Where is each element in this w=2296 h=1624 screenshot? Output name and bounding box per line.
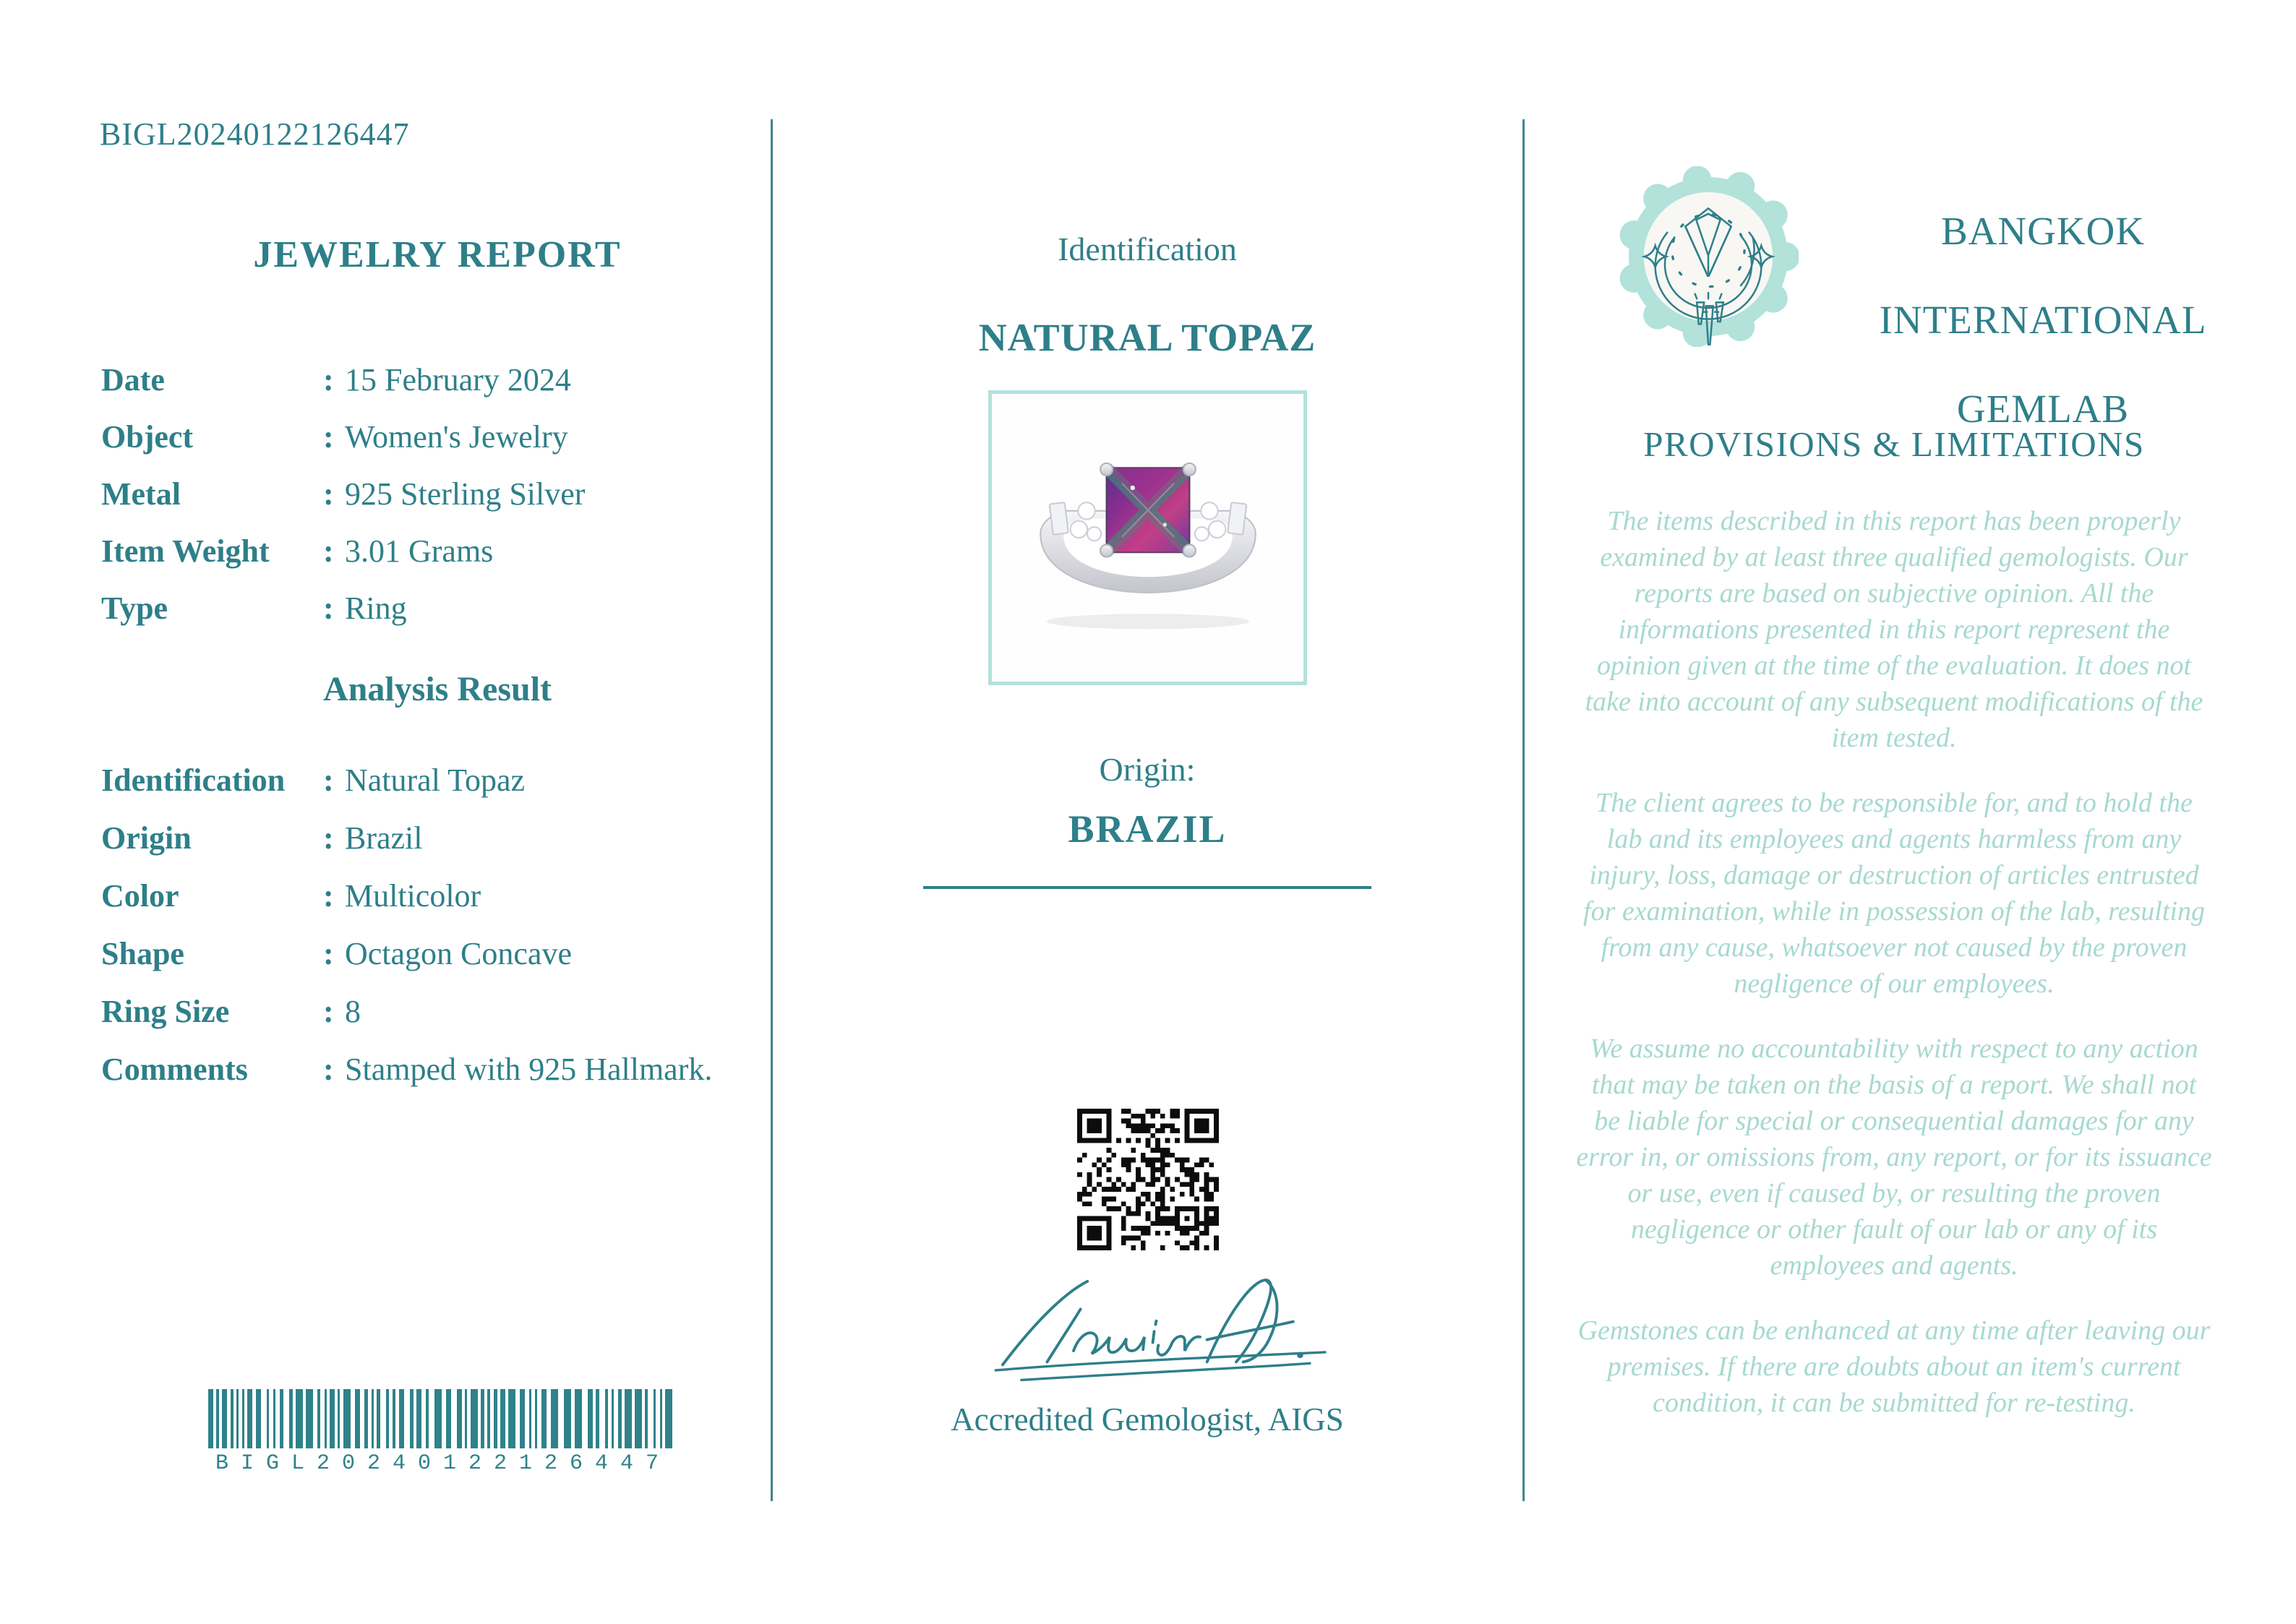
- separator: :: [323, 476, 334, 512]
- detail-label: Date: [101, 362, 165, 398]
- analysis-label: Identification: [101, 762, 286, 798]
- page-title: JEWELRY REPORT: [253, 234, 622, 275]
- analysis-row: [101, 935, 774, 979]
- lab-logo: [1618, 166, 1799, 347]
- provision-paragraph: Gemstones can be enhanced at any time after leaving our premises. If there are doubts about an item's current condition, it can be submitted for re-testing.: [1577, 1315, 2211, 1418]
- analysis-row: [101, 820, 774, 863]
- detail-label: Type: [101, 590, 168, 626]
- origin-underline: [923, 886, 1371, 889]
- detail-row: [101, 361, 774, 405]
- lab-name: [1848, 186, 2238, 453]
- origin-heading: Origin:: [1099, 751, 1196, 788]
- signature: [983, 1271, 1345, 1397]
- analysis-label: Ring Size: [101, 994, 230, 1029]
- detail-row: [101, 590, 774, 633]
- lab-name-line: GEMLAB: [1956, 387, 2130, 431]
- ring-photo: [1025, 440, 1271, 635]
- identification-value: NATURAL TOPAZ: [978, 316, 1316, 359]
- detail-label: Object: [101, 419, 194, 455]
- separator: :: [323, 762, 334, 798]
- separator: :: [323, 820, 334, 856]
- separator: :: [323, 1052, 334, 1087]
- separator: :: [323, 362, 334, 398]
- analysis-row: [101, 877, 774, 921]
- analysis-value: Stamped with 925 Hallmark.: [345, 1052, 713, 1087]
- ring-photo-frame: [988, 390, 1307, 685]
- detail-row: [101, 418, 774, 462]
- analysis-row: [101, 1051, 774, 1094]
- analysis-label: Comments: [101, 1052, 248, 1087]
- analysis-value: Brazil: [345, 820, 423, 856]
- separator: :: [323, 878, 334, 914]
- provision-paragraph: The client agrees to be responsible for, and to hold the lab and its employees and agents harmless from any injury, loss, damage or destruction of articles entrusted for examination, while in possession of the lab, resulting from any cause, whatsoever not caused by the proven negligence of our employees.: [1583, 788, 2205, 999]
- origin-value: BRAZIL: [1068, 807, 1227, 851]
- analysis-value: Natural Topaz: [345, 762, 526, 798]
- barcode-text: BIGL20240122126447: [215, 1451, 672, 1476]
- analysis-label: Origin: [101, 820, 192, 856]
- report-number: BIGL20240122126447: [100, 116, 410, 152]
- analysis-label: Color: [101, 878, 179, 914]
- qr-code: [1077, 1109, 1219, 1250]
- separator: :: [323, 533, 334, 569]
- detail-value: Women's Jewelry: [345, 419, 568, 455]
- analysis-result-title: Analysis Result: [322, 670, 552, 708]
- detail-label: Metal: [101, 476, 181, 512]
- detail-value: 925 Sterling Silver: [345, 476, 586, 512]
- separator: :: [323, 419, 334, 455]
- detail-row: [101, 476, 774, 519]
- identification-heading: Identification: [1058, 231, 1237, 267]
- analysis-value: Multicolor: [345, 878, 481, 914]
- detail-row: [101, 533, 774, 576]
- barcode-bars: [208, 1389, 682, 1448]
- separator: :: [323, 590, 334, 626]
- analysis-row: [101, 993, 774, 1036]
- lab-name-line: BANGKOK: [1941, 209, 2145, 253]
- separator: :: [323, 936, 334, 971]
- analysis-value: 8: [345, 994, 361, 1029]
- detail-value: Ring: [345, 590, 407, 626]
- analysis-value: Octagon Concave: [345, 936, 572, 971]
- detail-label: Item Weight: [101, 533, 270, 569]
- provision-paragraph: The items described in this report has been properly examined by at least three qualified gemologists. Our reports are based on subjective opinion. All the informations presented in this report represent the opinion given at the time of the evaluation. It does not take into account of any subsequent modifications of the item tested.: [1585, 506, 2203, 753]
- provisions-paragraphs: [1576, 503, 2212, 1450]
- provision-paragraph: We assume no accountability with respect to any action that may be taken on the basis of a report. We shall not be liable for special or consequential damages for any error in, or omissions from, any report, or for its issuance or use, even if caused by, or resulting the proven negligence or other fault of our lab or any of its employees and agents.: [1576, 1034, 2212, 1281]
- detail-value: 3.01 Grams: [345, 533, 494, 569]
- barcode: [208, 1389, 685, 1476]
- provisions-title: PROVISIONS & LIMITATIONS: [1643, 424, 2145, 464]
- gemologist-credential: Accredited Gemologist, AIGS: [951, 1401, 1344, 1438]
- analysis-row: [101, 762, 774, 805]
- analysis-label: Shape: [101, 936, 184, 971]
- detail-value: 15 February 2024: [345, 362, 571, 398]
- lab-name-line: INTERNATIONAL: [1879, 298, 2207, 342]
- separator: :: [323, 994, 334, 1029]
